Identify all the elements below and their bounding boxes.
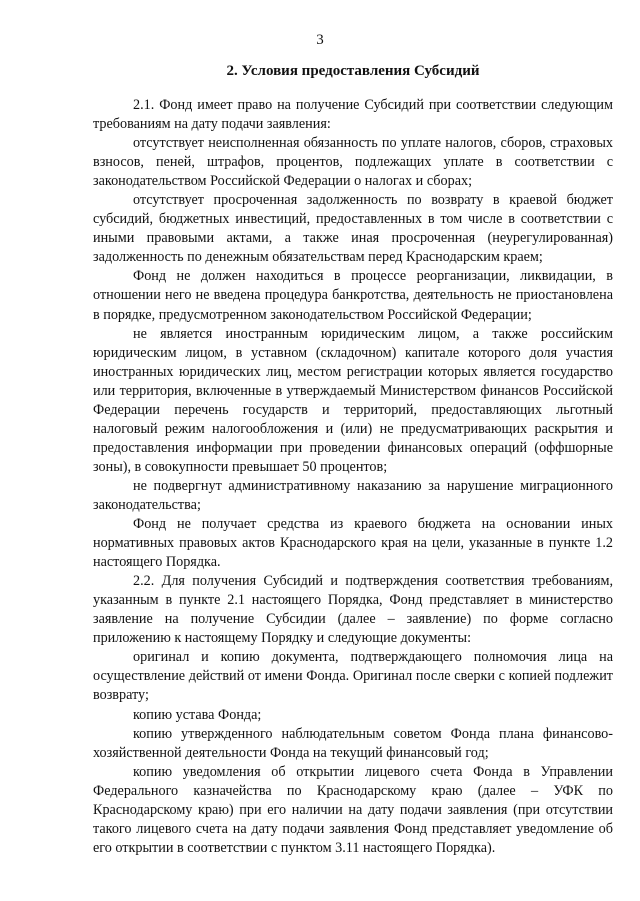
paragraph-no-reorganization: Фонд не должен находиться в процессе реорганизации, ликвидации, в отношении него не введена процедура банкротства, деятельность не приостановлена в порядке, предусмотренном законодательством Российской Федерации; xyxy=(93,268,613,323)
paragraph-charter-copy: копию устава Фонда; xyxy=(133,706,262,723)
paragraph-not-foreign-entity: не является иностранным юридическим лицом, а также российским юридическим лицом, в уставном (складочном) капитале которого доля участия иностранных юридических лиц, местом регистрации которых является государство или территория, включенные в утверждаемый Министерством финансов Российской Федерации перечень государств и территорий, предоставляющих льготный налоговый режим налогообложения и (или) не предусматривающих раскрытия и предоставления информации при проведении финансовых операций (оффшорные зоны), в совокупности превышает 50 процентов; xyxy=(93,325,613,475)
paragraph-no-migration-penalty: не подвергнут административному наказанию за нарушение миграционного законодательства; xyxy=(93,477,613,513)
document-body xyxy=(93,96,613,858)
paragraph-no-other-funding: Фонд не получает средства из краевого бюджета на основании иных нормативных правовых актов Краснодарского края на цели, указанные в пункте 1.2 настоящего Порядка. xyxy=(93,516,613,571)
section-title: 2. Условия предоставления Субсидий xyxy=(226,63,480,79)
paragraph-authority-document: оригинал и копию документа, подтверждающего полномочия лица на осуществление действий от имени Фонда. Оригинал после сверки с копией подлежит возврату; xyxy=(93,649,613,704)
paragraph-2-1: 2.1. Фонд имеет право на получение Субсидий при соответствии следующим требованиям на дату подачи заявления: xyxy=(93,97,613,133)
paragraph-no-tax-debt: отсутствует неисполненная обязанность по уплате налогов, сборов, страховых взносов, пеней, штрафов, процентов, подлежащих уплате в соответствии с законодательством Российской Федерации о налогах и сборах; xyxy=(93,135,613,190)
paragraph-2-2: 2.2. Для получения Субсидий и подтверждения соответствия требованиям, указанным в пункте 2.1 настоящего Порядка, Фонд представляет в министерство заявление на получение Субсидии (далее – заявление) по форме согласно приложению к настоящему Порядку и следующие документы: xyxy=(93,573,613,647)
paragraph-account-notice: копию уведомления об открытии лицевого счета Фонда в Управлении Федерального казначейства по Краснодарскому краю (далее – УФК по Краснодарскому краю) при его наличии на дату подачи заявления (при отсутствии такого лицевого счета на дату подачи заявления Фонд представляет уведомление об его открытии в соответствии с пунктом 3.11 настоящего Порядка). xyxy=(93,763,613,856)
paragraph-financial-plan: копию утвержденного наблюдательным советом Фонда плана финансово-хозяйственной деятельности Фонда на текущий финансовый год; xyxy=(93,725,613,761)
page-number: 3 xyxy=(316,32,324,48)
paragraph-no-overdue-debt: отсутствует просроченная задолженность по возврату в краевой бюджет субсидий, бюджетных инвестиций, предоставленных в том числе в соответствии с иными правовыми актами, а также иная просроченная (неурегулированная) задолженность по денежным обязательствам перед Краснодарским краем; xyxy=(93,192,613,266)
